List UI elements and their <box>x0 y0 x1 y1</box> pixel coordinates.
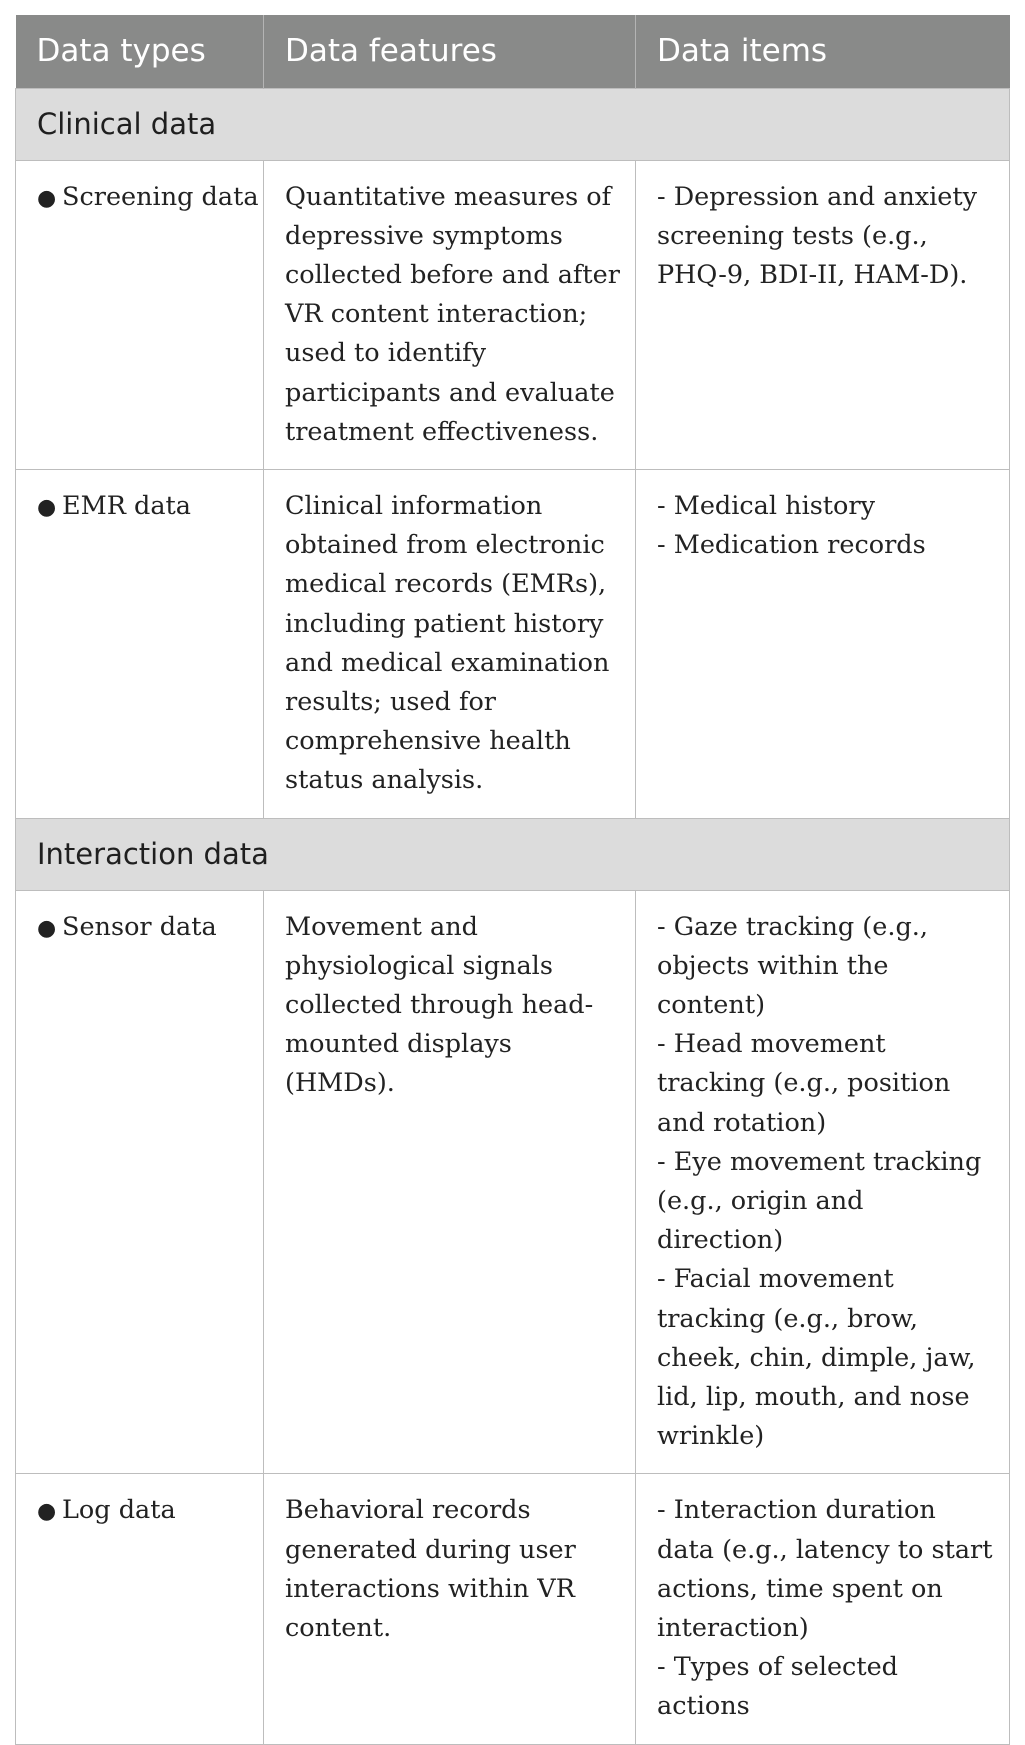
data-item: - Head movement tracking (e.g., position and rotation) <box>657 1029 951 1138</box>
data-items-cell <box>636 1474 1010 1744</box>
section-row-clinical <box>16 88 1010 160</box>
table-row <box>16 890 1010 1474</box>
data-type-cell <box>16 1474 264 1744</box>
data-item: - Types of selected actions <box>657 1652 899 1722</box>
bullet-icon: ● <box>37 494 57 520</box>
header-data-items: Data items <box>636 15 1010 88</box>
data-type-label: EMR data <box>62 490 192 521</box>
section-row-interaction <box>16 818 1010 890</box>
data-items-cell <box>636 469 1010 818</box>
bullet-icon: ● <box>37 185 57 211</box>
data-type-cell <box>16 469 264 818</box>
data-item: - Interaction duration data (e.g., latency to start actions, time spent on interaction) <box>657 1495 993 1643</box>
data-features-cell: Clinical information obtained from electronic medical records (EMRs), including patient history and medical examination results; used for comprehensive health status analysis. <box>264 469 636 818</box>
data-type-label: Log data <box>62 1495 176 1526</box>
table-header-row <box>16 15 1010 88</box>
data-types-table <box>15 15 1010 1745</box>
data-items-cell <box>636 890 1010 1474</box>
section-title: Interaction data <box>16 818 1010 890</box>
data-item: - Eye movement tracking (e.g., origin and direction) <box>657 1146 982 1256</box>
data-items-cell <box>636 160 1010 469</box>
bullet-icon: ● <box>37 915 57 941</box>
table-row <box>16 160 1010 469</box>
table-row <box>16 469 1010 818</box>
data-features-cell: Movement and physiological signals collected through head-mounted displays (HMDs). <box>264 890 636 1474</box>
header-data-types: Data types <box>16 15 264 88</box>
section-title: Clinical data <box>16 88 1010 160</box>
data-item: - Medication records <box>657 530 926 561</box>
data-item: - Depression and anxiety screening tests (e.g., PHQ-9, BDI-II, HAM-D). <box>657 181 978 290</box>
data-features-cell: Quantitative measures of depressive symptoms collected before and after VR content interaction; used to identify participants and evaluate treatment effectiveness. <box>264 160 636 469</box>
table-row <box>16 1474 1010 1744</box>
data-type-cell <box>16 890 264 1474</box>
data-features-cell: Behavioral records generated during user interactions within VR content. <box>264 1474 636 1744</box>
data-item: - Medical history <box>657 490 876 521</box>
bullet-icon: ● <box>37 1499 57 1525</box>
data-type-cell <box>16 160 264 469</box>
data-item: - Facial movement tracking (e.g., brow, cheek, chin, dimple, jaw, lid, lip, mouth, and nose wrinkle) <box>657 1264 976 1452</box>
header-data-features: Data features <box>264 15 636 88</box>
data-type-label: Screening data <box>62 181 259 212</box>
data-item: - Gaze tracking (e.g., objects within the content) <box>657 911 928 1020</box>
data-type-label: Sensor data <box>62 911 217 942</box>
